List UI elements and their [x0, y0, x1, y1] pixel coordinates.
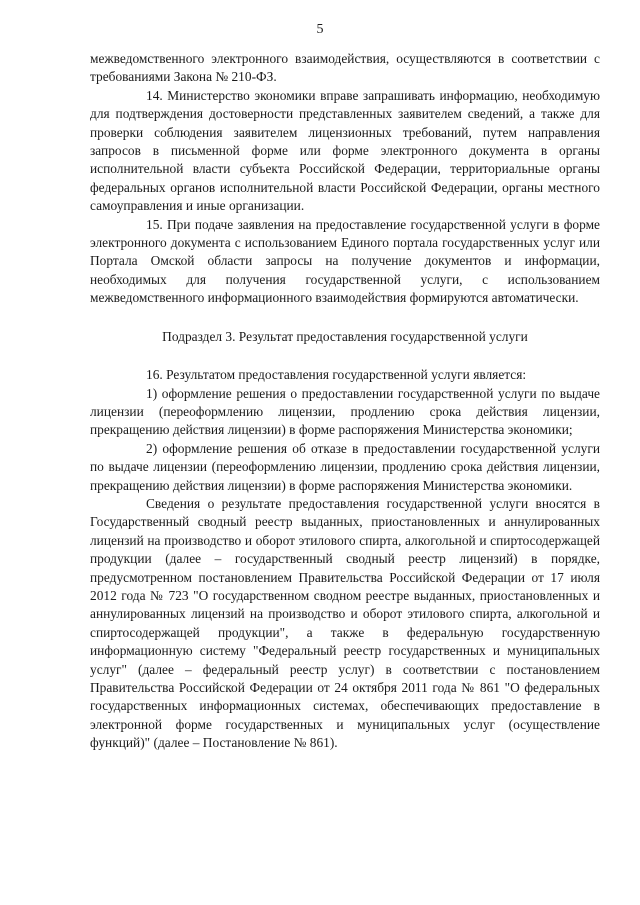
- page-number: 5: [316, 22, 324, 37]
- paragraph-14: 14. Министерство экономики вправе запрашивать информацию, необходимую для подтверждения достоверности представленных заявителем сведений, а также для проверки соблюдения заявителем лицензионных требований, путем направления запросов в письменной форме или форме электронного документа в органы исполнительной власти субъекта Российской Федерации, территориальные органы федеральных органов исполнительной власти Российской Федерации, органы местного самоуправления и иные организации.: [90, 87, 600, 214]
- paragraph-result-info: Сведения о результате предоставления государственной услуги вносятся в Государственный сводный реестр выданных, приостановленных и аннулированных лицензий на производство и оборот этилового спирта, алкогольной и спиртосодержащей продукции (далее – государственный сводный реестр лицензий) в порядке, предусмотренном постановлением Правительства Российской Федерации от 17 июля 2012 года № 723 "О государственном сводном реестре выданных, приостановленных и аннулированных лицензий на производство и оборот этилового спирта, алкогольной и спиртосодержащей продукции", а также в федеральную государственную информационную систему "Федеральный реестр государственных и муниципальных услуг" (далее – федеральный реестр услуг) в соответствии с постановлением Правительства Российской Федерации от 24 октября 2011 года № 861 "О федеральных государственных информационных системах, обеспечивающих предоставление в электронной форме государственных и муниципальных услуг (осуществление функций)" (далее – Постановление № 861).: [90, 495, 600, 751]
- section-subheading: Подраздел 3. Результат предоставления государственной услуги: [162, 328, 528, 344]
- paragraph-16: 16. Результатом предоставления государственной услуги является:: [146, 367, 527, 383]
- paragraph-15: 15. При подаче заявления на предоставление государственной услуги в форме электронного документа с использованием Единого портала государственных услуг или Портала Омской области запросы на получение документов и информации, необходимых для получения государственной услуги, с использованием межведомственного информационного взаимодействия формируются автоматически.: [90, 216, 600, 306]
- list-item-2: 2) оформление решения об отказе в предоставлении государственной услуги по выдаче лицензии (переоформлению лицензии, продлению срока действия лицензии, прекращению действия лицензии) в форме распоряжения Министерства экономики.: [90, 440, 600, 493]
- list-item-1: 1) оформление решения о предоставлении государственной услуги по выдаче лицензии (переоформлению лицензии, продлению срока действия лицензии, прекращению действия лицензии) в форме распоряжения Министерства экономики;: [90, 385, 600, 438]
- document-body: [90, 50, 600, 753]
- paragraph-continuation: межведомственного электронного взаимодействия, осуществляются в соответствии с требованиями Закона № 210-ФЗ.: [90, 51, 600, 85]
